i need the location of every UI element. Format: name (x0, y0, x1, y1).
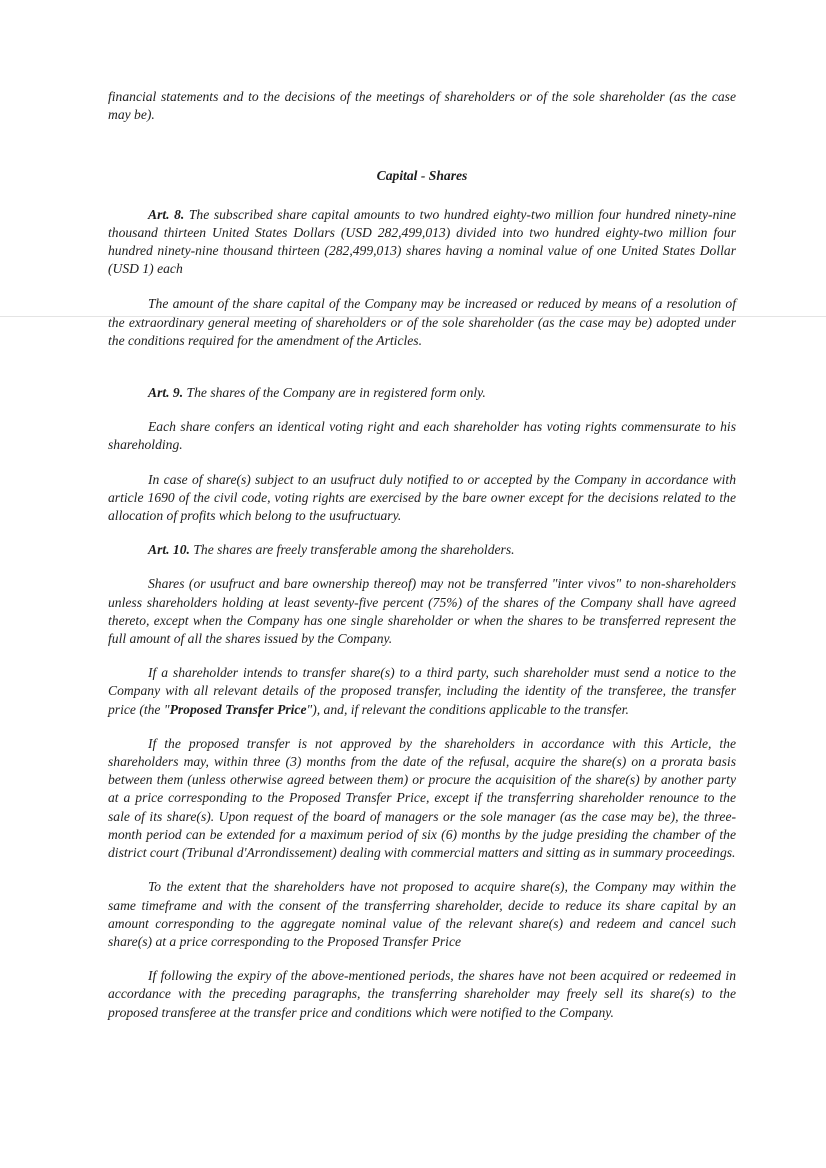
art8-label: Art. 8. (148, 206, 185, 222)
section-heading: Capital - Shares (376, 168, 468, 184)
art8-text-1: The subscribed share capital amounts to two hundred eighty-two million four hundred ninety-nine thousand thirteen United States Dollars (USD 282,499,013) divided into two hundred eighty-two million four hundred ninety-nine thousand thirteen (282,499,013) shares having a nominal value of one United States Dollar (USD 1) each (108, 206, 736, 277)
art10-paragraph-2: Shares (or usufruct and bare ownership thereof) may not be transferred "inter vivos" to non-shareholders unless shareholders holding at least seventy-five percent (75%) of the shares of the Company shall have agreed thereto, except when the Company has one single shareholder or when the shares to be transferred represent the full amount of all the shares issued by the Company. (108, 576, 736, 647)
art10-label: Art. 10. (148, 542, 190, 558)
art8-paragraph-2: The amount of the share capital of the Company may be increased or reduced by means of a resolution of the extraordinary general meeting of shareholders or of the sole shareholder (as the case may be) adopted under the conditions required for the amendment of the Articles. (108, 296, 736, 348)
art9-paragraph-3: In case of share(s) subject to an usufruct duly notified to or accepted by the Company in accordance with article 1690 of the civil code, voting rights are exercised by the bare owner except for the decisions related to the allocation of profits which belong to the usufructuary. (108, 471, 736, 524)
art9-label: Art. 9. (148, 385, 184, 401)
intro-paragraph: financial statements and to the decisions of the meetings of shareholders or of the sole shareholder (as the case may be). (108, 89, 736, 123)
art10-paragraph-4: If the proposed transfer is not approved by the shareholders in accordance with this Article, the shareholders may, within three (3) months from the date of the refusal, acquire the share(s) on a prorata basis between them (unless otherwise agreed between them) or procure the acquisition of the share(s) by another party at a price corresponding to the Proposed Transfer Price, except if the transferring shareholder renounce to the sale of its share(s). Upon request of the board of managers or the sole manager (as the case may be), the three-month period can be extended for a maximum period of six (6) months by the judge presiding the chamber of the district court (Tribunal d'Arrondissement) dealing with commercial matters and sitting as in summary proceedings. (108, 735, 736, 861)
document-page (108, 88, 736, 1022)
art10-text-3a: If a shareholder intends to transfer share(s) to a third party, such shareholder must send a notice to the Company with all relevant details of the proposed transfer, including the identity of the transferee, the transfer price (the " (108, 665, 736, 717)
art9-paragraph-2: Each share confers an identical voting right and each shareholder has voting rights commensurate to his shareholding. (108, 419, 736, 453)
art10-paragraph-3 (108, 664, 736, 719)
art10-text-1: The shares are freely transferable among the shareholders. (193, 542, 515, 558)
art9-text-1: The shares of the Company are in registered form only. (186, 385, 486, 401)
art10-paragraph-1 (108, 541, 736, 559)
art10-paragraph-6: If following the expiry of the above-mentioned periods, the shares have not been acquired or redeemed in accordance with the preceding paragraphs, the transferring shareholder may freely sell its share(s) to the proposed transferee at the transfer price and conditions which were notified to the Company. (108, 968, 736, 1020)
art10-text-3b: "), and, if relevant the conditions applicable to the transfer. (306, 701, 629, 717)
art8-paragraph-1 (108, 206, 736, 279)
art10-paragraph-5: To the extent that the shareholders have not proposed to acquire share(s), the Company may within the same timeframe and with the consent of the transferring shareholder, decide to reduce its share capital by an amount corresponding to the aggregate nominal value of the relevant share(s) and redeem and cancel such share(s) at a price corresponding to the Proposed Transfer Price (108, 879, 736, 949)
proposed-transfer-price-term: Proposed Transfer Price (169, 701, 307, 717)
art9-paragraph-1 (108, 384, 736, 402)
